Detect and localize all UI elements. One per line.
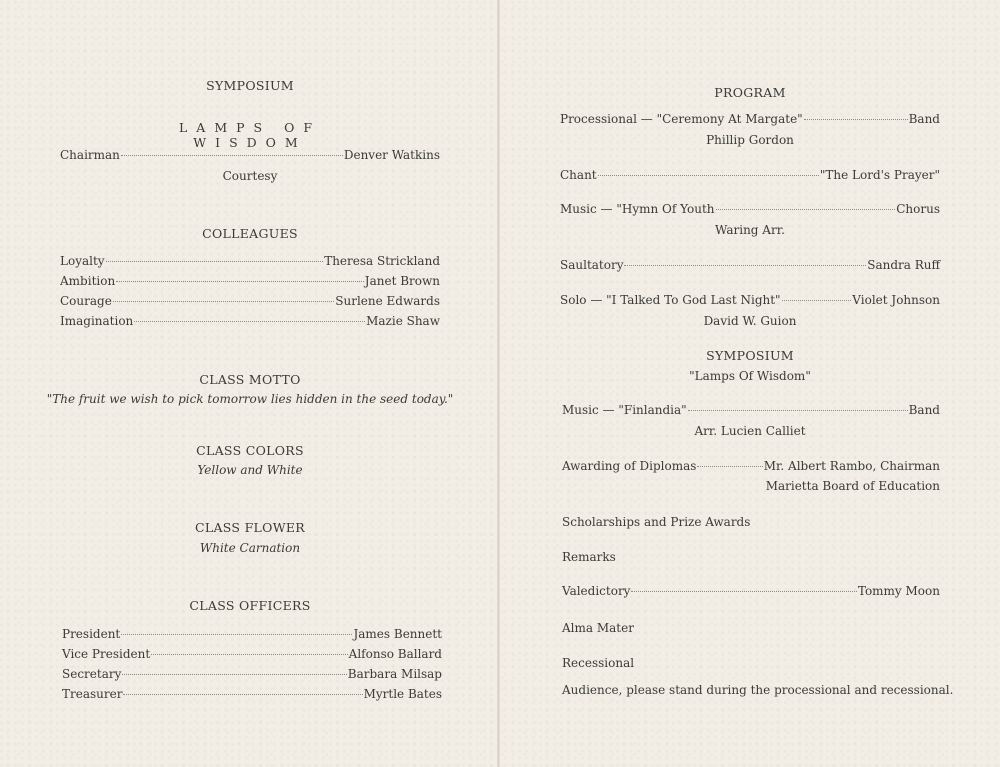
music-hymn-arranger: Waring Arr.	[715, 223, 785, 237]
leader-dots	[804, 119, 908, 120]
leader-dots	[106, 261, 324, 262]
colleague-role: Ambition	[60, 274, 116, 288]
colleague-name: Mazie Shaw	[366, 314, 440, 328]
music-hymn-row	[560, 202, 940, 218]
colleague-row	[60, 314, 440, 330]
leader-dots	[716, 209, 896, 210]
officer-name: James Bennett	[353, 627, 442, 641]
program-item: Saultatory	[560, 258, 624, 272]
leader-dots	[116, 281, 364, 282]
program-performer: Tommy Moon	[857, 584, 940, 598]
colleague-row	[60, 274, 440, 290]
officer-role: Treasurer	[62, 687, 123, 701]
scholarships-item: Scholarships and Prize Awards	[562, 515, 751, 529]
leader-dots	[134, 321, 365, 322]
program-item: Solo — "I Talked To God Last Night"	[560, 293, 781, 307]
chant-row	[560, 168, 940, 184]
chairman-row	[60, 148, 440, 164]
officer-role: President	[62, 627, 121, 641]
program-performer: Violet Johnson	[852, 293, 940, 307]
solo-composer: David W. Guion	[703, 314, 797, 328]
officer-role: Vice President	[62, 647, 151, 661]
alma-mater-item: Alma Mater	[562, 621, 634, 635]
leader-dots	[598, 175, 819, 176]
leader-dots	[624, 265, 866, 266]
class-flower-title: CLASS FLOWER	[195, 520, 305, 535]
diplomas-row	[562, 459, 940, 475]
officer-name: Barbara Milsap	[347, 667, 442, 681]
class-colors-title: CLASS COLORS	[196, 443, 304, 458]
program-performer: Band	[908, 403, 940, 417]
officer-name: Myrtle Bates	[363, 687, 442, 701]
program-item: Awarding of Diplomas	[562, 459, 697, 473]
music-finlandia-arranger: Arr. Lucien Calliet	[694, 424, 806, 438]
processional-row	[560, 112, 940, 128]
program-item: Valedictory	[562, 584, 631, 598]
program-item: Music — "Finlandia"	[562, 403, 687, 417]
leader-dots	[122, 674, 346, 675]
lamps-of-wisdom-title: LAMPS OF WISDOM	[179, 120, 321, 150]
colleague-name: Theresa Strickland	[324, 254, 440, 268]
program-item: Chant	[560, 168, 597, 182]
remarks-item: Remarks	[562, 550, 616, 564]
leader-dots	[688, 410, 908, 411]
colleague-name: Surlene Edwards	[335, 294, 440, 308]
program-performer: Mr. Albert Rambo, Chairman	[763, 459, 940, 473]
recessional-item: Recessional	[562, 656, 635, 670]
courtesy-label: Courtesy	[222, 169, 278, 183]
processional-composer: Phillip Gordon	[706, 133, 794, 147]
program-item: Processional — "Ceremony At Margate"	[560, 112, 803, 126]
officer-row	[62, 627, 442, 643]
right-symposium-subtitle: "Lamps Of Wisdom"	[689, 369, 811, 383]
diplomas-affiliation: Marietta Board of Education	[765, 479, 940, 493]
center-fold	[497, 0, 500, 767]
program-performer: Band	[908, 112, 940, 126]
leader-dots	[113, 301, 334, 302]
class-flower-text: White Carnation	[199, 541, 301, 555]
officer-name: Alfonso Ballard	[348, 647, 442, 661]
class-motto-title: CLASS MOTTO	[199, 372, 301, 387]
leader-dots	[631, 591, 856, 592]
right-symposium-title: SYMPOSIUM	[706, 348, 794, 363]
leader-dots	[121, 634, 352, 635]
officer-role: Secretary	[62, 667, 122, 681]
colleague-row	[60, 254, 440, 270]
leader-dots	[121, 155, 343, 156]
chairman-role: Chairman	[60, 148, 120, 162]
colleague-role: Imagination	[60, 314, 134, 328]
program-title: PROGRAM	[714, 85, 786, 100]
music-finlandia-row	[562, 403, 940, 419]
program-performer: "The Lord's Prayer"	[819, 168, 940, 182]
class-motto-text: "The fruit we wish to pick tomorrow lies hidden in the seed today."	[46, 392, 454, 406]
officer-row	[62, 647, 442, 663]
leader-dots	[782, 300, 852, 301]
class-colors-text: Yellow and White	[197, 463, 303, 477]
leader-dots	[151, 654, 348, 655]
leader-dots	[697, 466, 762, 467]
class-officers-title: CLASS OFFICERS	[189, 598, 311, 613]
solo-row	[560, 293, 940, 309]
colleagues-title: COLLEAGUES	[202, 226, 298, 241]
program-performer: Sandra Ruff	[867, 258, 940, 272]
program-item: Music — "Hymn Of Youth	[560, 202, 715, 216]
colleague-role: Courage	[60, 294, 112, 308]
valedictory-row	[562, 584, 940, 600]
left-symposium-title: SYMPOSIUM	[206, 78, 294, 93]
officer-row	[62, 667, 442, 683]
saultatory-row	[560, 258, 940, 274]
colleague-name: Janet Brown	[364, 274, 440, 288]
officer-row	[62, 687, 442, 703]
leader-dots	[123, 694, 362, 695]
audience-note: Audience, please stand during the processional and recessional.	[562, 683, 954, 697]
colleague-row	[60, 294, 440, 310]
colleague-role: Loyalty	[60, 254, 105, 268]
program-performer: Chorus	[896, 202, 940, 216]
chairman-name: Denver Watkins	[343, 148, 440, 162]
